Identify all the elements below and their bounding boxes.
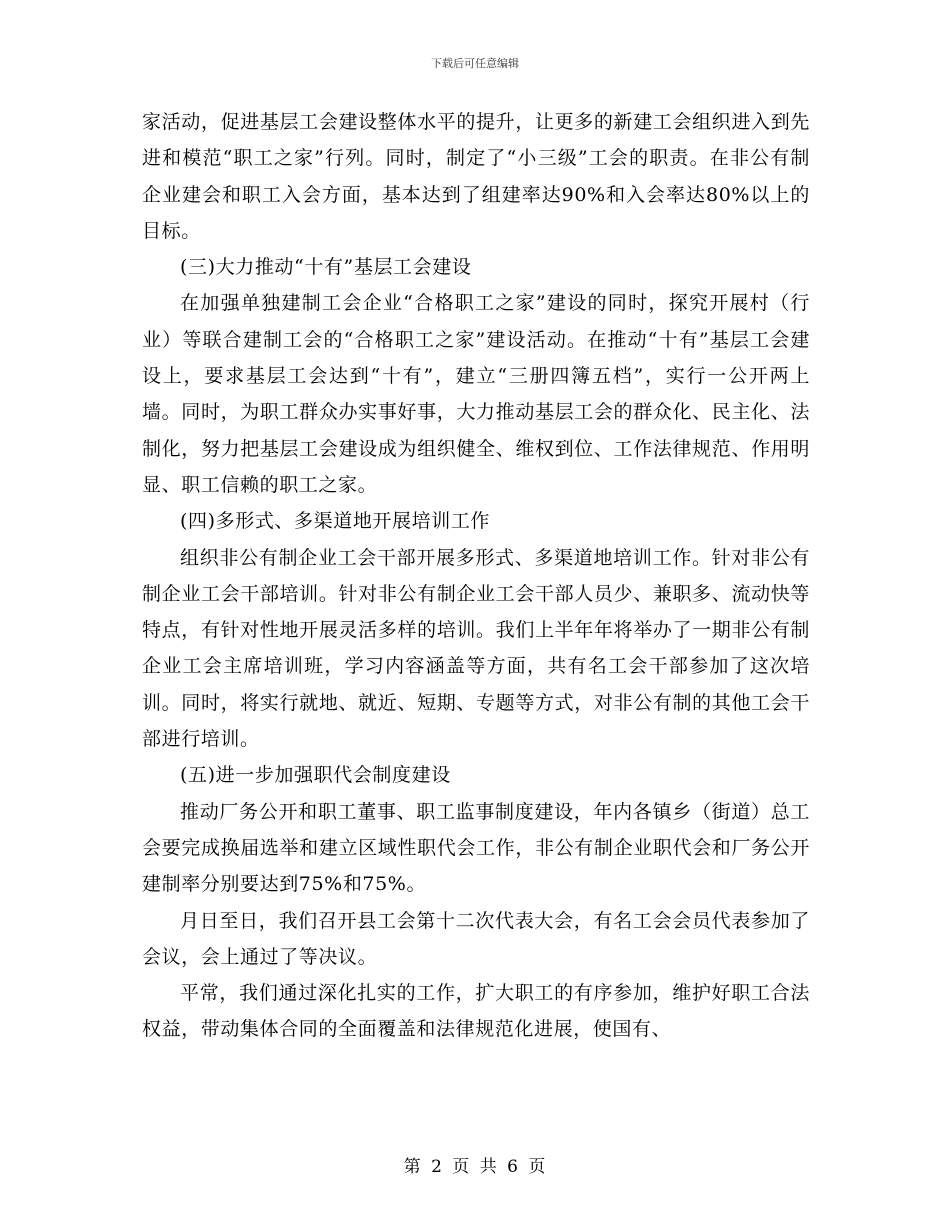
paragraph-continuation: 家活动，促进基层工会建设整体水平的提升，让更多的新建工会组织进入到先进和模范“职工之家”行列。同时，制定了“小三级”工会的职责。在非公有制企业建会和职工入会方面，基本达到了组建率达90%和入会率达80%以上的目标。 [142, 111, 810, 242]
section-heading-5: (五)进一步加强职代会制度建设 [180, 764, 451, 787]
paragraph: 推动厂务公开和职工董事、职工监事制度建设，年内各镇乡（街道）总工会要完成换届选举和建立区域性职代会工作，非公有制企业职代会和厂务公开建制率分别要达到75%和75%。 [142, 800, 810, 896]
paragraph: 在加强单独建制工会企业“合格职工之家”建设的同时，探究开展村（行业）等联合建制工会的“合格职工之家”建设活动。在推动“十有”基层工会建设上，要求基层工会达到“十有”，建立“三册四簿五档”，实行一公开两上墙。同时，为职工群众办实事好事，大力推动基层工会的群众化、民主化、法制化，努力把基层工会建设成为组织健全、维权到位、工作法律规范、作用明显、职工信赖的职工之家。 [142, 292, 810, 496]
paragraph: 组织非公有制企业工会干部开展多形式、多渠道地培训工作。针对非公有制企业工会干部培训。针对非公有制企业工会干部人员少、兼职多、流动快等特点，有针对性地开展灵活多样的培训。我们上半年年将举办了一期非公有制企业工会主席培训班，学习内容涵盖等方面，共有名工会干部参加了这次培训。同时，将实行就地、就近、短期、专题等方式，对非公有制的其他工会干部进行培训。 [142, 546, 810, 751]
page-footer: 第 2 页 共 6 页 [403, 1157, 547, 1177]
page-header: 下载后可任意编辑 [431, 57, 519, 70]
paragraph: 平常，我们通过深化扎实的工作，扩大职工的有序参加，维护好职工合法权益，带动集体合同的全面覆盖和法律规范化进展，使国有、 [142, 982, 810, 1041]
paragraph: 月日至日，我们召开县工会第十二次代表大会，有名工会会员代表参加了会议，会上通过了等决议。 [142, 909, 810, 968]
section-heading-4: (四)多形式、多渠道地开展培训工作 [180, 510, 491, 533]
document-body [142, 104, 810, 1048]
section-heading-3: (三)大力推动“十有”基层工会建设 [180, 256, 472, 279]
